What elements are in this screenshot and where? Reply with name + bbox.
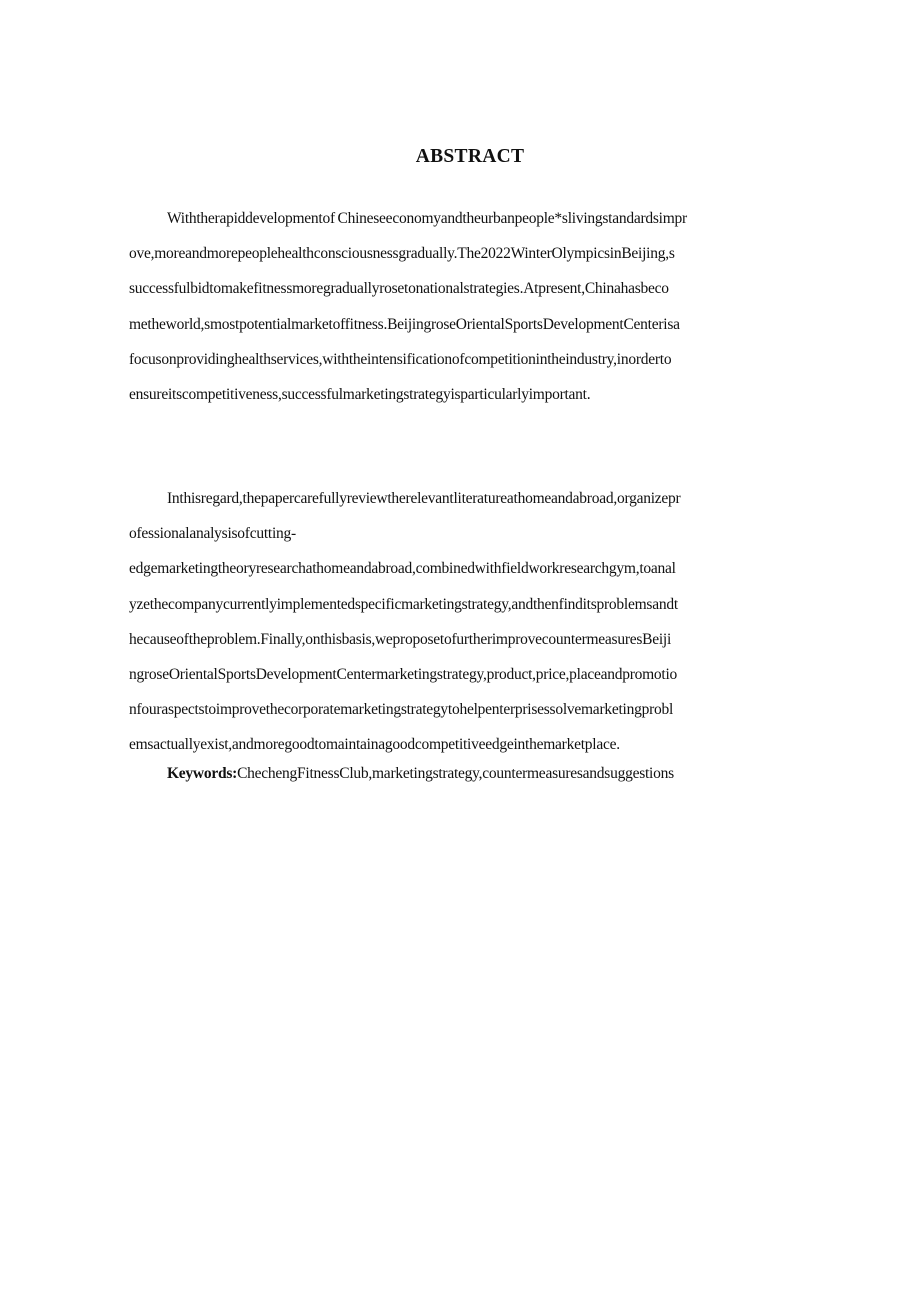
paragraph-line: successfulbidtomakefitnessmoregraduallyrosetonationalstrategies.Atpresent,Chinahasbeco [129, 280, 669, 298]
paragraph-line: Withtherapiddevelopmentof Chineseeconomyandtheurbanpeople*slivingstandardsimpr [167, 210, 687, 227]
paragraph-line: ove,moreandmorepeoplehealthconsciousnessgradually.The2022WinterOlympicsinBeijing,s [129, 245, 675, 263]
paragraph-line: emsactuallyexist,andmoregoodtomaintainagoodcompetitiveedgeinthemarketplace. [129, 736, 620, 754]
keywords-label: Keywords: [167, 765, 238, 782]
paragraph-line: Inthisregard,thepapercarefullyreviewtherelevantliteratureathomeandabroad,organizepr [167, 490, 681, 507]
abstract-paragraph-2 [129, 481, 819, 763]
abstract-paragraph-1 [129, 201, 819, 412]
paragraph-line: ngroseOrientalSportsDevelopmentCentermarketingstrategy,product,price,placeandpromotio [129, 666, 678, 684]
keywords-line [167, 756, 674, 791]
abstract-title: ABSTRACT [415, 146, 525, 167]
paragraph-line: yzethecompanycurrentlyimplementedspecificmarketingstrategy,andthenfinditsproblemsandt [129, 595, 678, 613]
keywords-text: ChechengFitnessClub,marketingstrategy,countermeasuresandsuggestions [237, 765, 674, 782]
paragraph-line: edgemarketingtheoryresearchathomeandabroad,combinedwithfieldworkresearchgym,toanal [129, 560, 676, 578]
paragraph-line: hecauseoftheproblem.Finally,onthisbasis,weproposetofurtherimprovecountermeasuresBeiji [129, 630, 672, 648]
paragraph-line: focusonprovidinghealthservices,withtheintensificationofcompetitionintheindustry,inorderto [129, 350, 672, 368]
paragraph-line: metheworld,smostpotentialmarketoffitness.BeijingroseOrientalSportsDevelopmentCenterisa [129, 315, 680, 333]
paragraph-line: ensureitscompetitiveness,successfulmarketingstrategyisparticularlyimportant. [129, 386, 591, 404]
paragraph-line: ofessionalanalysisofcutting- [129, 525, 296, 543]
paragraph-line: nfouraspectstoimprovethecorporatemarketingstrategytohelpenterprisessolvemarketingprobl [129, 701, 674, 719]
